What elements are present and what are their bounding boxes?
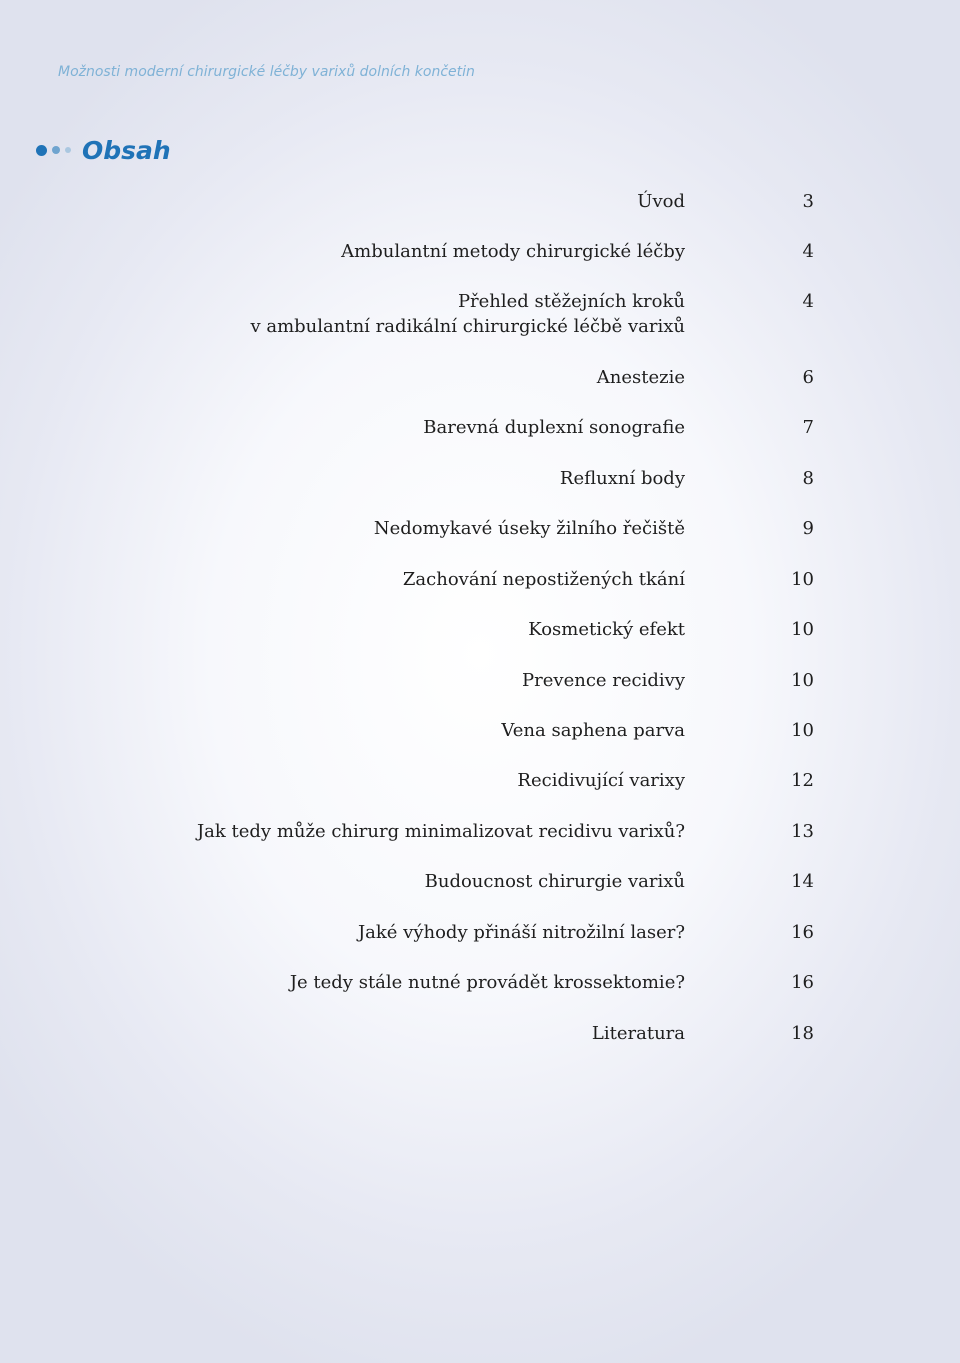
toc-entry-page: 8	[802, 468, 814, 489]
large-dot-icon	[36, 145, 47, 156]
running-header: Možnosti moderní chirurgické léčby varixů dolních končetin	[58, 64, 475, 80]
small-dot-icon	[65, 147, 71, 153]
toc-entry-title: Nedomykavé úseky žilního řečiště	[373, 518, 685, 539]
toc-entry-title: Refluxní body	[559, 468, 685, 489]
page-title: Obsah	[82, 135, 171, 165]
toc-entry-title: Budoucnost chirurgie varixů	[424, 871, 685, 892]
toc-entry-title: Zachování nepostižených tkání	[402, 569, 685, 590]
toc-entry-page: 10	[791, 720, 814, 741]
toc-entry-title-line2: v ambulantní radikální chirurgické léčbě varixů	[250, 316, 685, 337]
toc-entry-page: 9	[802, 518, 814, 539]
toc-entry-title: Přehled stěžejních kroků	[457, 291, 685, 312]
toc-entry-page: 12	[791, 770, 814, 791]
toc-entry-title: Je tedy stále nutné provádět krossektomie?	[289, 972, 685, 993]
toc-entry-page: 10	[791, 670, 814, 691]
toc-entry-title: Kosmetický efekt	[528, 619, 685, 640]
toc-entry-title: Recidivující varixy	[517, 770, 685, 791]
toc-entry-title: Literatura	[591, 1023, 685, 1044]
toc-entry-page: 4	[802, 241, 814, 262]
section-heading	[36, 134, 171, 166]
toc-entry-title: Anestezie	[596, 367, 685, 388]
toc-entry-title: Úvod	[637, 191, 685, 212]
toc-entry-title: Prevence recidivy	[522, 670, 685, 691]
toc-entry-title: Barevná duplexní sonografie	[423, 417, 685, 438]
toc-entry-page: 7	[802, 417, 814, 438]
toc-entry-page: 16	[791, 972, 814, 993]
toc-entry-page: 4	[802, 291, 814, 312]
toc-entry-title: Vena saphena parva	[501, 720, 685, 741]
toc-entry-title: Ambulantní metody chirurgické léčby	[341, 241, 685, 262]
toc-entry-page: 16	[791, 922, 814, 943]
toc-entry-page: 3	[802, 191, 814, 212]
toc-entry-title: Jak tedy může chirurg minimalizovat recidivu varixů?	[196, 821, 685, 842]
toc-entry-page: 18	[791, 1023, 814, 1044]
toc-entry-page: 6	[802, 367, 814, 388]
toc-entry-page: 14	[791, 871, 814, 892]
bullet-dots-icon	[36, 145, 82, 156]
toc-entry-page: 10	[791, 619, 814, 640]
toc-entry-page: 13	[791, 821, 814, 842]
medium-dot-icon	[52, 146, 60, 154]
toc-entry-title: Jaké výhody přináší nitrožilní laser?	[357, 922, 685, 943]
toc-entry-page: 10	[791, 569, 814, 590]
